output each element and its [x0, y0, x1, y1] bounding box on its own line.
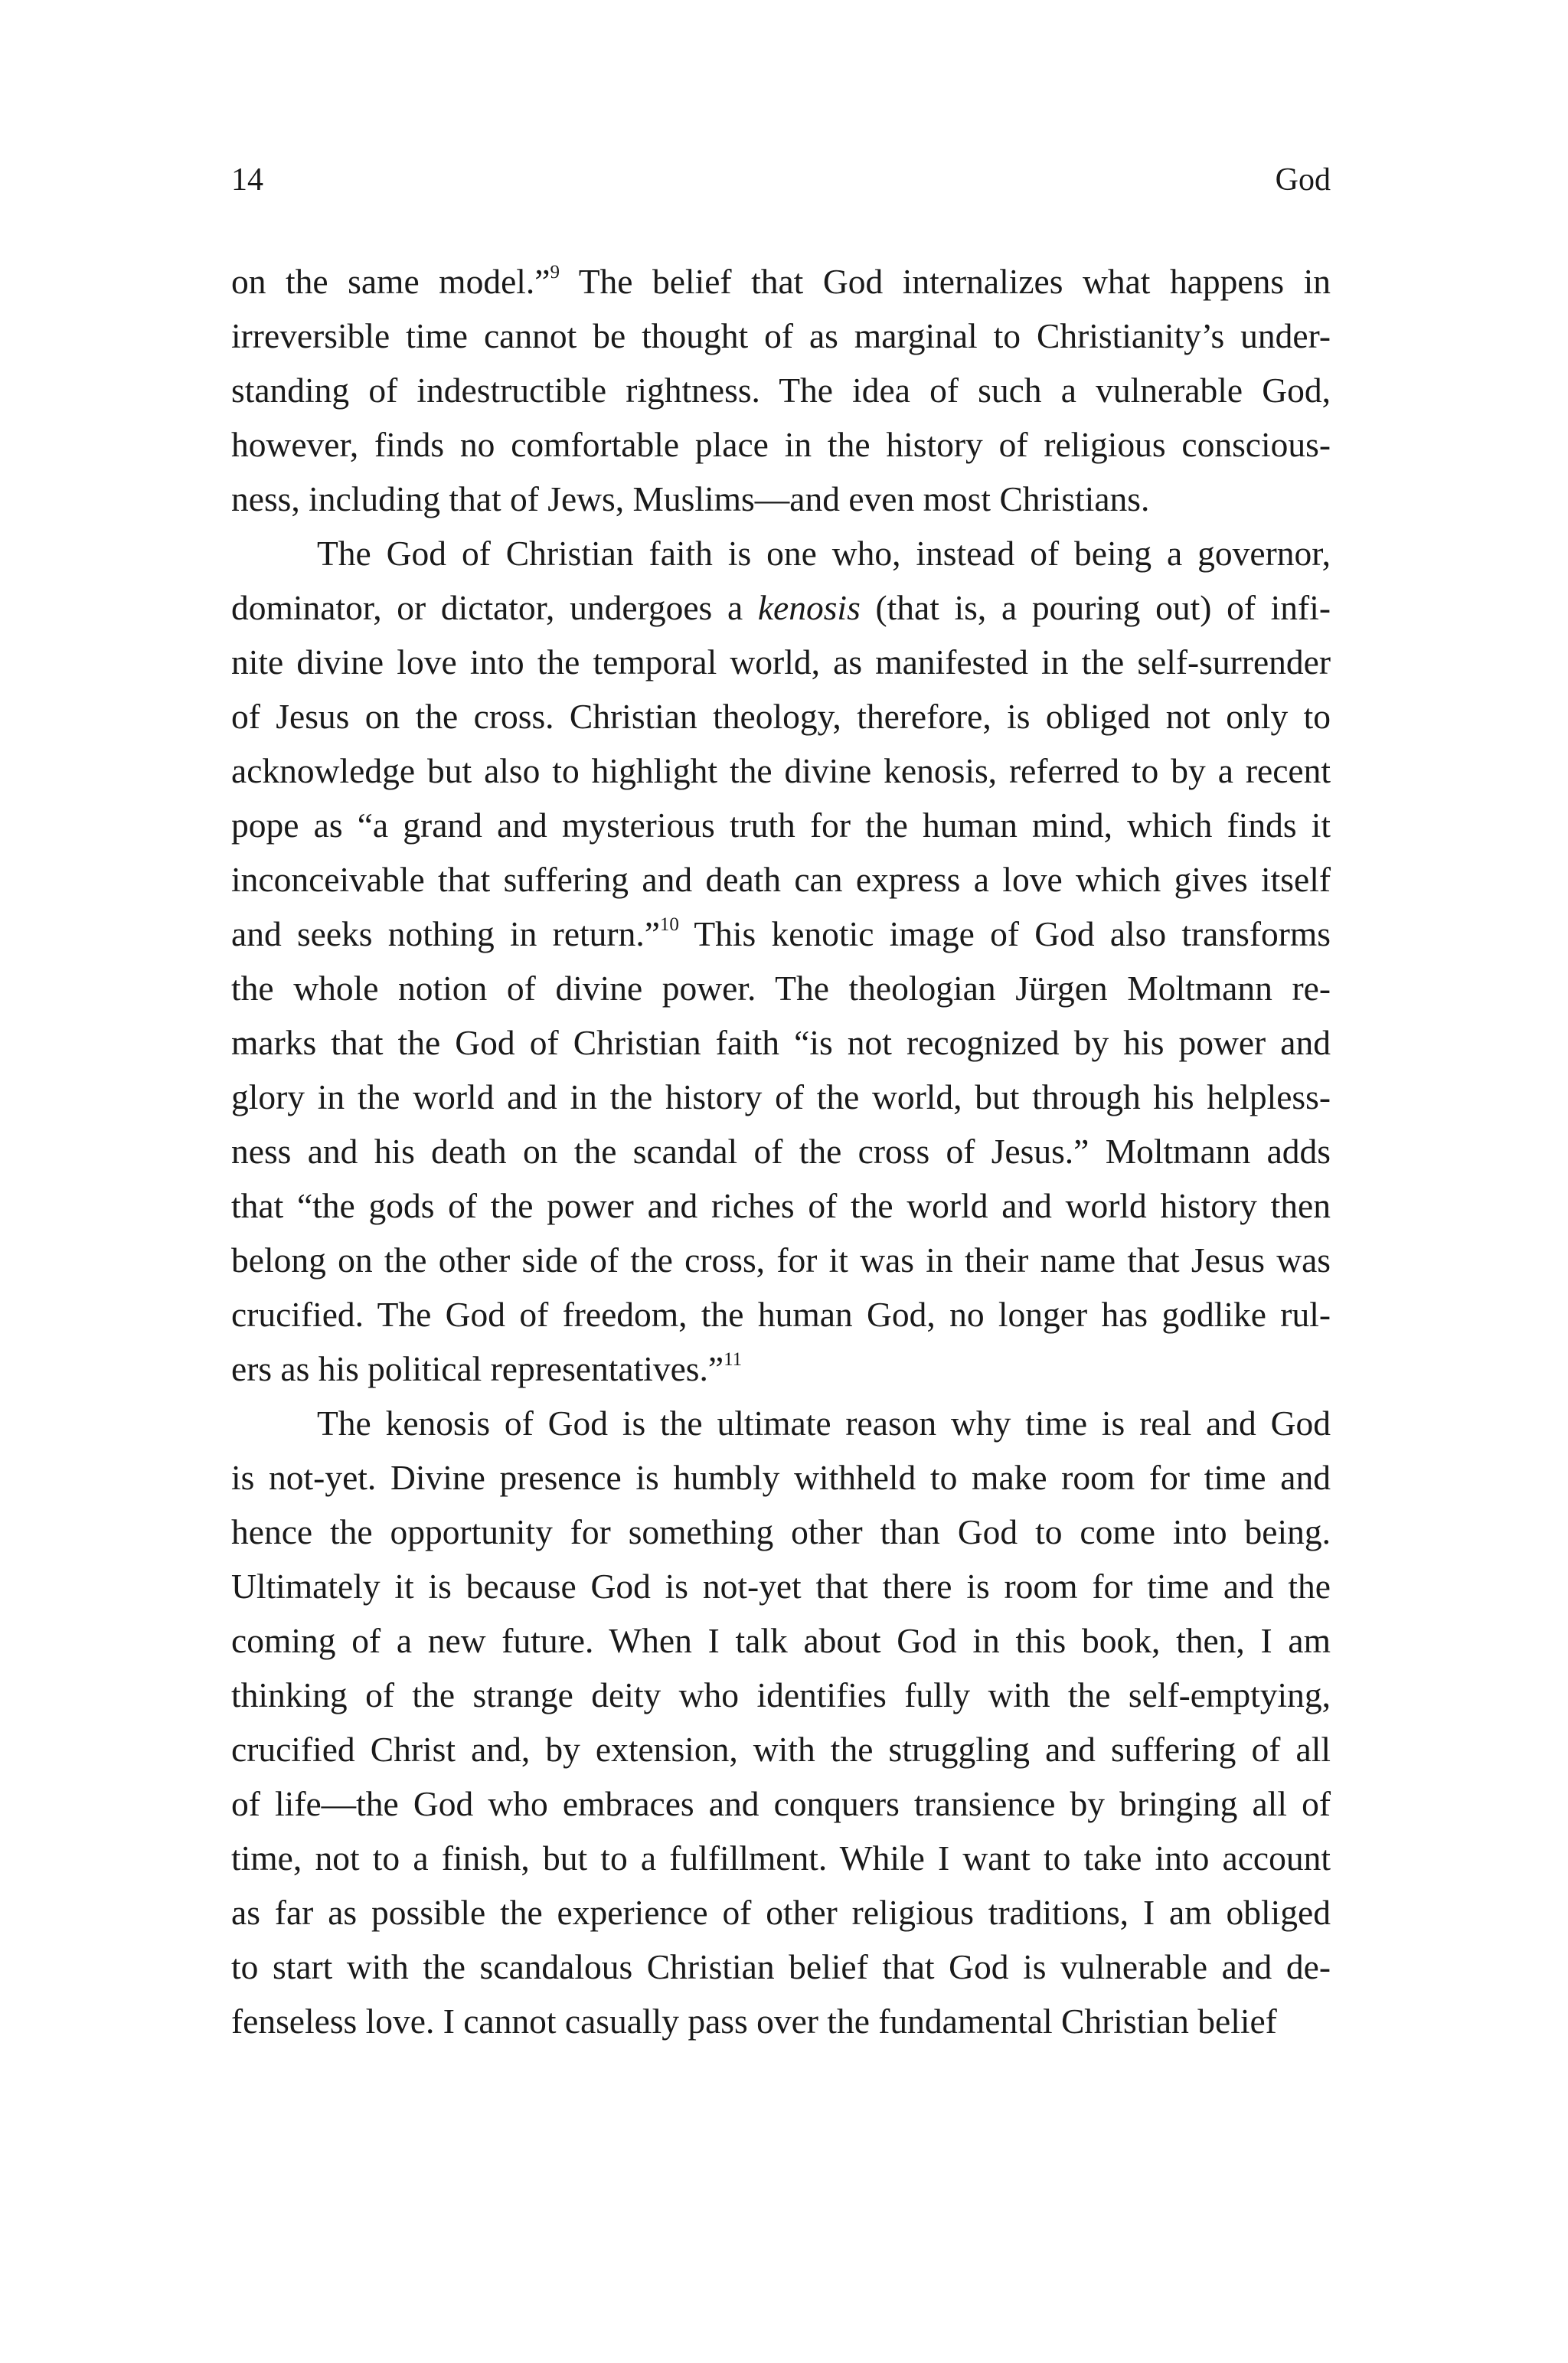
- text-line: [231, 417, 1331, 472]
- text-run: of Jesus on the cross. Christian theology, therefore, is obliged not only to: [231, 697, 1331, 736]
- text-line: [231, 1831, 1331, 1885]
- footnote-ref: 9: [550, 261, 560, 283]
- paragraph: [231, 254, 1331, 526]
- text-run: nite divine love into the temporal world, as manifested in the self-surrender: [231, 642, 1331, 681]
- text-run: Ultimately it is because God is not-yet that there is room for time and the: [231, 1567, 1331, 1606]
- text-run: pope as “a grand and mysterious truth for the human mind, which finds it: [231, 806, 1331, 845]
- text-line: [231, 254, 1331, 309]
- text-line: [231, 1776, 1331, 1831]
- text-run: thinking of the strange deity who identifies fully with the self-emptying,: [231, 1675, 1331, 1714]
- footnote-ref: 10: [659, 913, 679, 935]
- text-run: irreversible time cannot be thought of as marginal to Christianity’s under-: [231, 316, 1331, 355]
- text-line: [231, 1505, 1331, 1559]
- text-line: [231, 1940, 1331, 1994]
- text-line: [231, 1287, 1331, 1342]
- text-line: [231, 1722, 1331, 1776]
- text-line: [231, 1613, 1331, 1668]
- text-run: crucified. The God of freedom, the human God, no longer has godlike rul-: [231, 1295, 1331, 1334]
- paragraph: [231, 526, 1331, 1396]
- text-run: dominator, or dictator, undergoes a: [231, 588, 758, 627]
- text-run: coming of a new future. When I talk about God in this book, then, I am: [231, 1621, 1331, 1660]
- text-line: [231, 1396, 1331, 1450]
- text-line: [231, 1994, 1331, 2048]
- text-line: [231, 635, 1331, 689]
- paragraph: [231, 1396, 1331, 2048]
- text-line: [231, 689, 1331, 744]
- running-head: [231, 157, 1331, 203]
- italic-term: kenosis: [757, 588, 861, 627]
- text-line: [231, 309, 1331, 363]
- text-run: ers as his political representatives.”: [231, 1349, 724, 1388]
- text-line: [231, 580, 1331, 635]
- running-title: God: [1275, 162, 1331, 198]
- text-line: [231, 1342, 1331, 1396]
- text-run: to start with the scandalous Christian belief that God is vulnerable and de-: [231, 1947, 1331, 1986]
- text-run: belong on the other side of the cross, for it was in their name that Jesus was: [231, 1240, 1331, 1280]
- text-run: The belief that God internalizes what happens in: [560, 262, 1331, 301]
- text-run: of life—the God who embraces and conquers transience by bringing all of: [231, 1784, 1331, 1823]
- text-line: [231, 1178, 1331, 1233]
- text-run: crucified Christ and, by extension, with the struggling and suffering of all: [231, 1730, 1331, 1769]
- text-run: however, finds no comfortable place in the history of religious conscious-: [231, 425, 1331, 464]
- text-run: the whole notion of divine power. The theologian Jürgen Moltmann re-: [231, 969, 1331, 1008]
- text-run: ness, including that of Jews, Muslims—and even most Christians.: [231, 479, 1150, 518]
- text-run: as far as possible the experience of other religious traditions, I am obliged: [231, 1893, 1331, 1932]
- text-line: [231, 1885, 1331, 1940]
- text-line: [231, 852, 1331, 907]
- text-run: that “the gods of the power and riches of the world and world history then: [231, 1186, 1331, 1225]
- text-run: and seeks nothing in return.”: [231, 914, 660, 953]
- page-number: 14: [231, 162, 263, 198]
- text-run: fenseless love. I cannot casually pass over the fundamental Christian belief: [231, 2002, 1277, 2041]
- text-run: hence the opportunity for something other than God to come into being.: [231, 1512, 1331, 1551]
- text-line: [231, 798, 1331, 852]
- text-line: [231, 907, 1331, 961]
- text-run: ness and his death on the scandal of the cross of Jesus.” Moltmann adds: [231, 1132, 1331, 1171]
- text-line: [231, 1070, 1331, 1124]
- text-run: The God of Christian faith is one who, instead of being a governor,: [317, 534, 1331, 573]
- text-line: [231, 1668, 1331, 1722]
- text-line: [231, 526, 1331, 580]
- text-run: marks that the God of Christian faith “is not recognized by his power and: [231, 1023, 1331, 1062]
- text-run: This kenotic image of God also transforms: [678, 914, 1331, 953]
- text-line: [231, 1450, 1331, 1505]
- text-run: is not-yet. Divine presence is humbly withheld to make room for time and: [231, 1458, 1331, 1497]
- text-line: [231, 1233, 1331, 1287]
- footnote-ref: 11: [724, 1348, 743, 1370]
- text-line: [231, 472, 1331, 526]
- text-line: [231, 961, 1331, 1015]
- text-line: [231, 363, 1331, 417]
- text-line: [231, 1124, 1331, 1178]
- text-run: acknowledge but also to highlight the divine kenosis, referred to by a recent: [231, 751, 1331, 790]
- body-text: [231, 254, 1331, 2048]
- text-run: The kenosis of God is the ultimate reason why time is real and God: [317, 1404, 1331, 1443]
- text-run: time, not to a finish, but to a fulfillment. While I want to take into account: [231, 1838, 1331, 1878]
- text-run: glory in the world and in the history of the world, but through his helpless-: [231, 1077, 1331, 1116]
- text-run: (that is, a pouring out) of infi-: [860, 588, 1331, 627]
- text-run: inconceivable that suffering and death can express a love which gives itself: [231, 860, 1331, 899]
- text-run: on the same model.”: [231, 262, 550, 301]
- text-run: standing of indestructible rightness. The idea of such a vulnerable God,: [231, 371, 1331, 410]
- text-line: [231, 1559, 1331, 1613]
- text-line: [231, 744, 1331, 798]
- text-line: [231, 1015, 1331, 1070]
